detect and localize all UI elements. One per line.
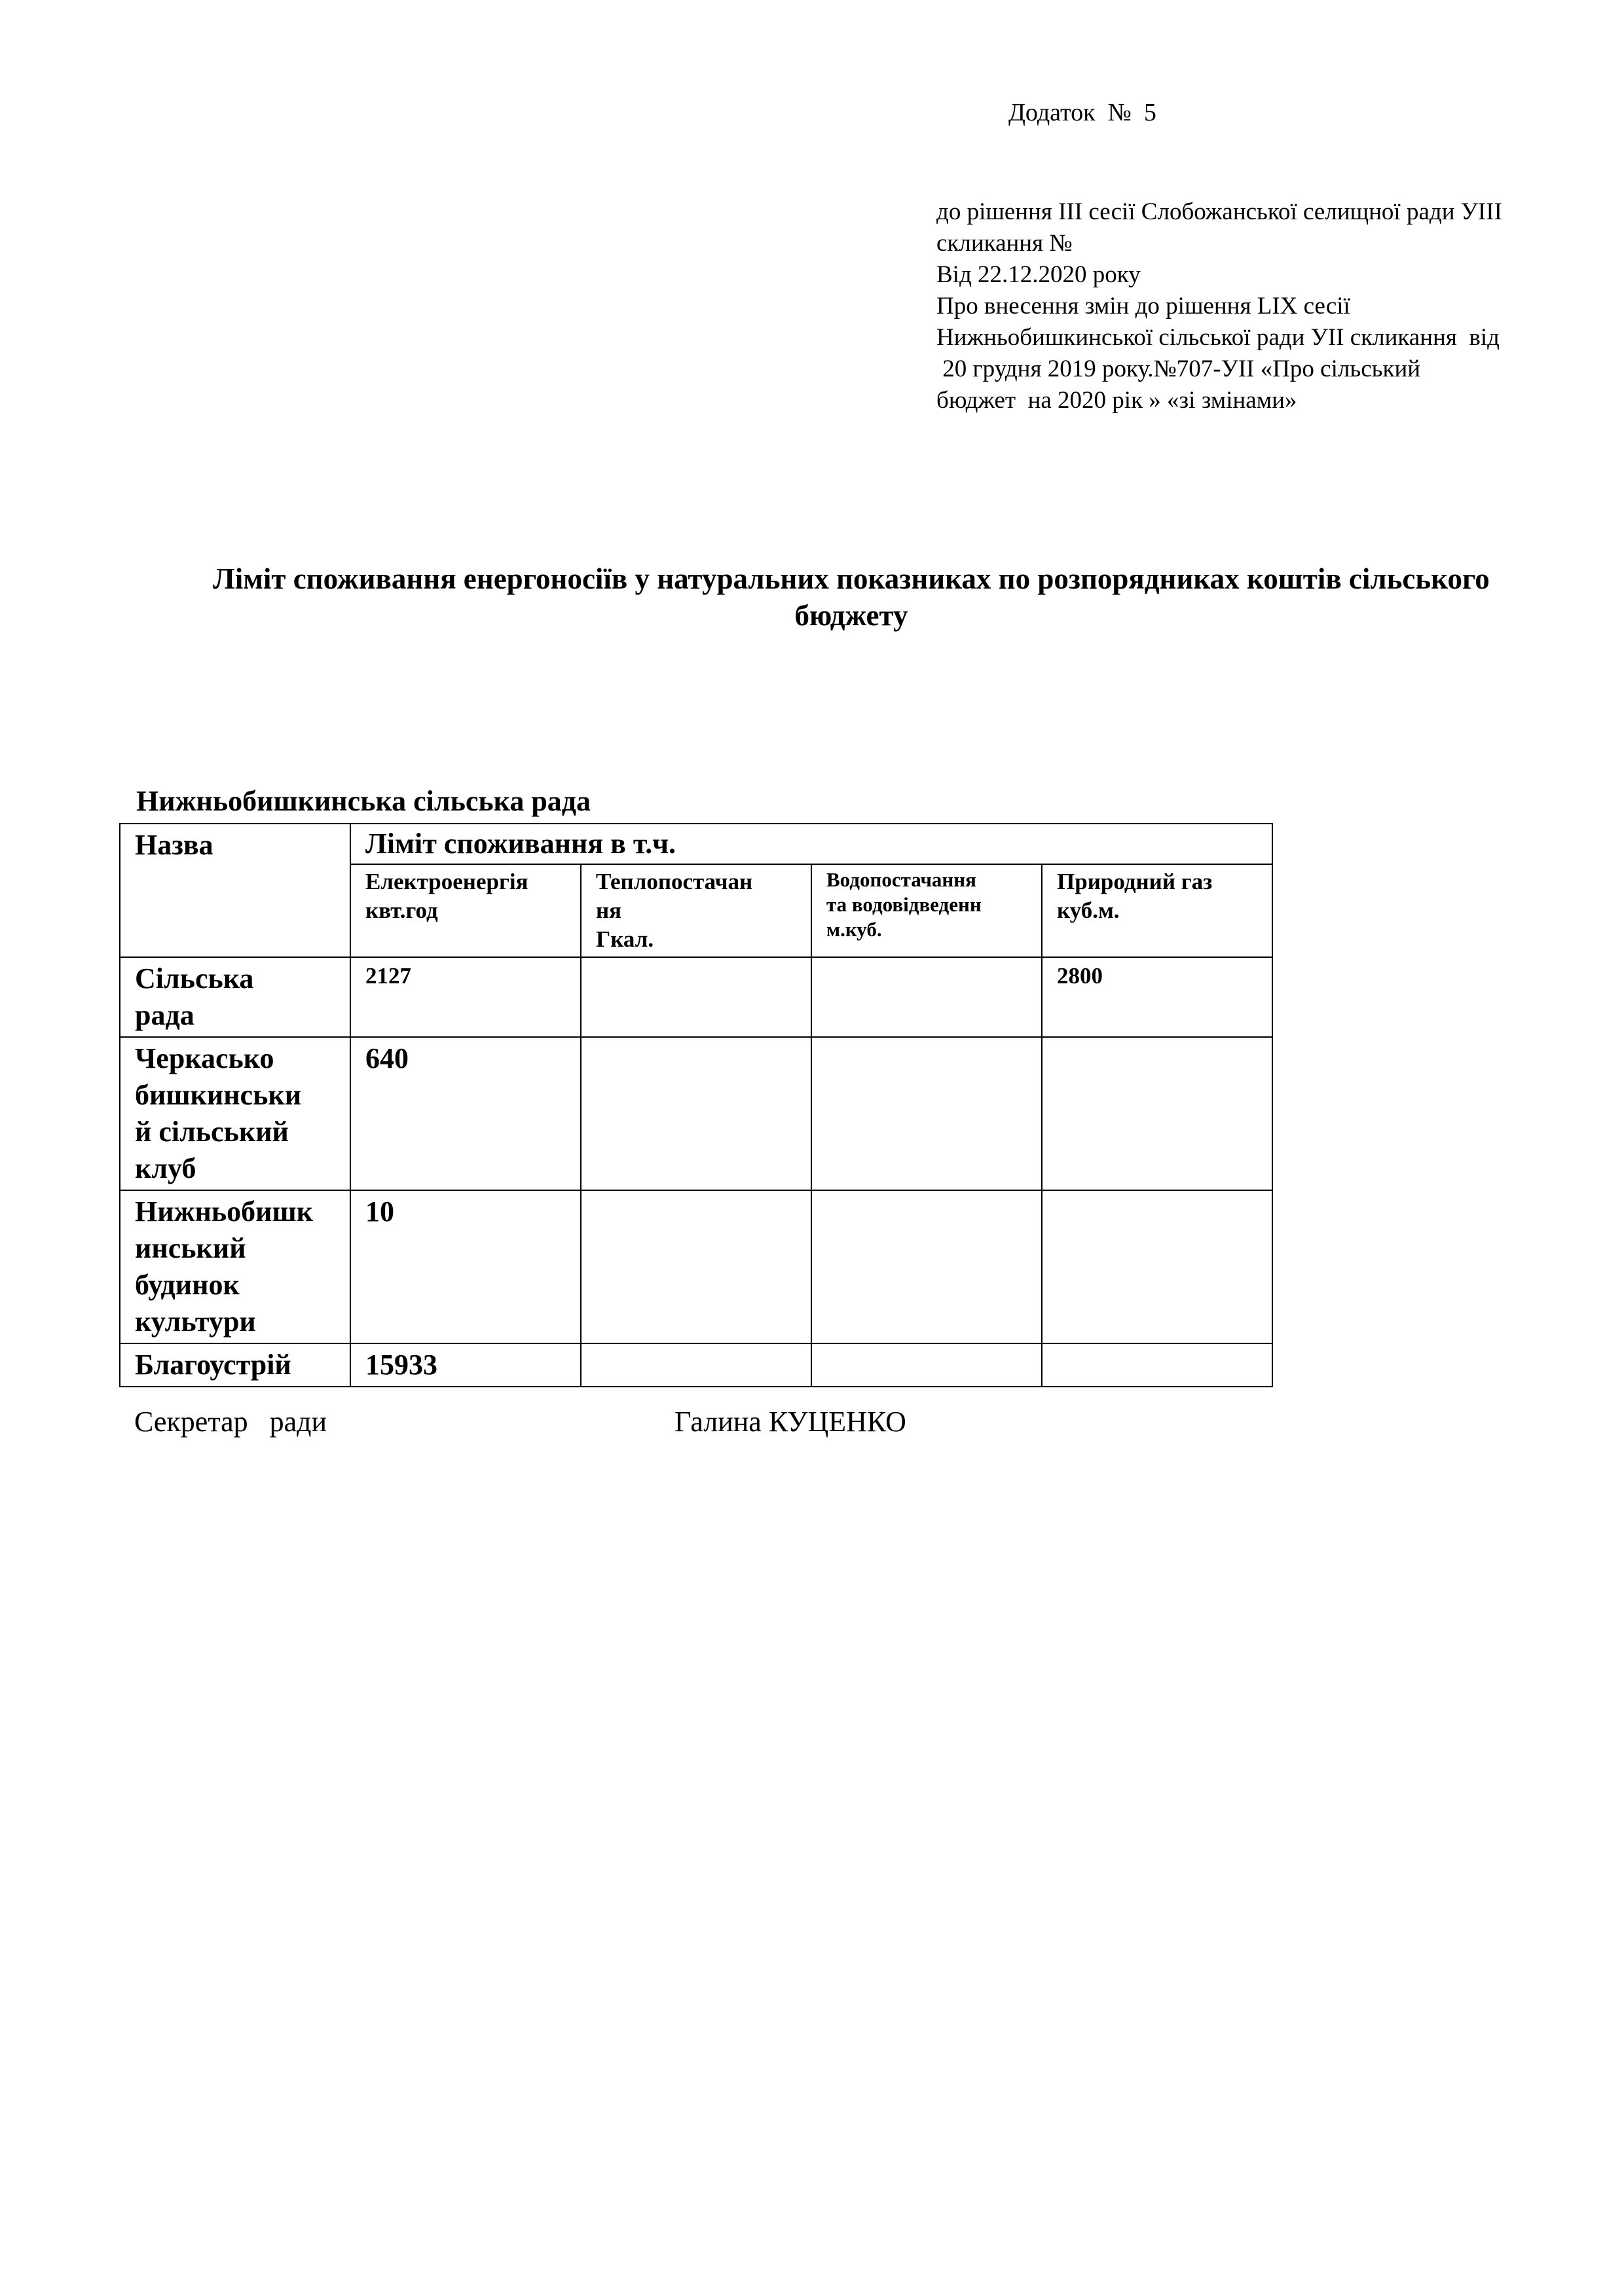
cell-electricity: 640 bbox=[350, 1037, 581, 1190]
energy-limits-table bbox=[119, 823, 1273, 1387]
table-header-row bbox=[120, 824, 1272, 864]
cell-gas bbox=[1042, 1037, 1272, 1190]
cell-water bbox=[811, 957, 1042, 1037]
subheader-water bbox=[811, 864, 1042, 957]
subheader-gas-text: Природний газ куб.м. bbox=[1057, 869, 1213, 923]
decision-line: Нижньобишкинської сільської ради УІІ скликання від bbox=[936, 324, 1500, 351]
cell-electricity: 15933 bbox=[350, 1343, 581, 1387]
subheader-heating-text: Теплопостачан ня Гкал. bbox=[596, 869, 753, 952]
appendix-label: Додаток № 5 bbox=[1008, 99, 1156, 126]
decision-line: бюджет на 2020 рік » «зі змінами» bbox=[936, 387, 1297, 414]
subheader-heating bbox=[581, 864, 811, 957]
table-row bbox=[120, 1343, 1272, 1387]
cell-heating bbox=[581, 1037, 811, 1190]
row-name-text: Благоустрій bbox=[135, 1349, 291, 1381]
row-name-text: Сільська рада bbox=[135, 962, 254, 1031]
row-name-text: Черкасько бишкинськи й сільський клуб bbox=[135, 1042, 302, 1184]
subheader-electricity-text: Електроенергія квт.год bbox=[365, 869, 528, 923]
row-name-text: Нижньобишк инський будинок культури bbox=[135, 1195, 313, 1338]
cell-heating bbox=[581, 1343, 811, 1387]
table-row bbox=[120, 957, 1272, 1037]
decision-reference bbox=[936, 196, 1598, 416]
decision-line: Про внесення змін до рішення LIX сесії bbox=[936, 293, 1350, 319]
subheader-gas bbox=[1042, 864, 1272, 957]
decision-line: 20 грудня 2019 року.№707-УІІ «Про сільський bbox=[936, 355, 1421, 382]
organization-name: Нижньобишкинська сільська рада bbox=[136, 785, 591, 817]
header-name-cell: Назва bbox=[120, 824, 350, 957]
cell-heating bbox=[581, 957, 811, 1037]
row-name bbox=[120, 1037, 350, 1190]
decision-line: до рішення ІІІ сесії Слобожанської селищної ради УІІІ bbox=[936, 198, 1502, 225]
cell-water bbox=[811, 1343, 1042, 1387]
document-title-line: бюджету bbox=[794, 599, 908, 632]
row-name bbox=[120, 957, 350, 1037]
secretary-title: Секретар ради bbox=[134, 1406, 327, 1438]
row-name bbox=[120, 1190, 350, 1343]
table-row bbox=[120, 1037, 1272, 1190]
subheader-electricity bbox=[350, 864, 581, 957]
cell-water bbox=[811, 1037, 1042, 1190]
signer-name: Галина КУЦЕНКО bbox=[674, 1406, 906, 1438]
decision-line: Від 22.12.2020 року bbox=[936, 261, 1141, 288]
decision-line: скликання № bbox=[936, 230, 1073, 257]
row-name bbox=[120, 1343, 350, 1387]
cell-water bbox=[811, 1190, 1042, 1343]
cell-electricity: 10 bbox=[350, 1190, 581, 1343]
document-title-line: Ліміт споживання енергоносіїв у натуральних показниках по розпорядниках коштів сільського bbox=[213, 562, 1490, 595]
cell-gas bbox=[1042, 1190, 1272, 1343]
table-row bbox=[120, 1190, 1272, 1343]
document-title bbox=[124, 560, 1578, 634]
cell-gas: 2800 bbox=[1042, 957, 1272, 1037]
header-limit-cell: Ліміт споживання в т.ч. bbox=[350, 824, 1272, 864]
cell-gas bbox=[1042, 1343, 1272, 1387]
subheader-water-text: Водопостачання та водовідведенн м.куб. bbox=[826, 868, 982, 941]
cell-electricity: 2127 bbox=[350, 957, 581, 1037]
cell-heating bbox=[581, 1190, 811, 1343]
